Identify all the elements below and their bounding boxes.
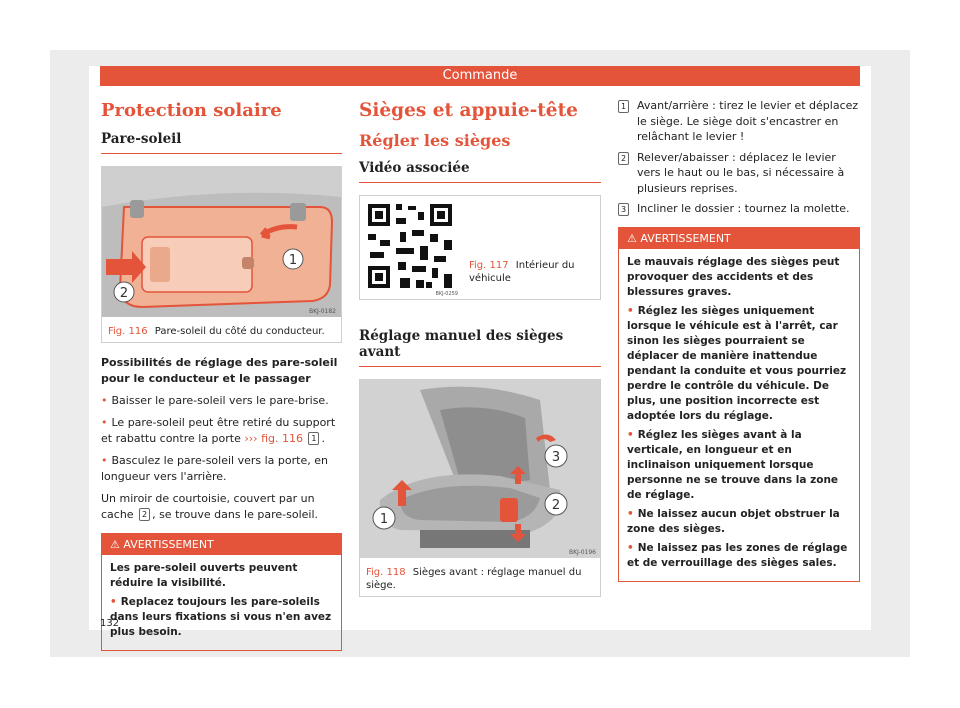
bullet-item: • Basculez le pare-soleil vers la porte, en longueur vers l'arrière.: [101, 454, 328, 483]
warning-body: Les pare-soleil ouverts peuvent réduire la visibilité. • Replacez toujours les pare-soleils dans leurs fixations si vous n'en avez plus besoin.: [110, 562, 332, 638]
figure-code: BKJ-0182: [308, 308, 336, 315]
bullet-item: • Le pare-soleil peut être retiré du support et rabattu contre la porte ››› fig. 116 1 .: [101, 416, 336, 445]
warning-header: ⚠ AVERTISSEMENT: [619, 228, 859, 249]
figure-118: [359, 379, 601, 597]
step-item: 1 Avant/arrière : tirez le levier et déplacez le siège. Le siège doit s'encastrer en relâchant le levier !: [618, 98, 860, 145]
column-seat-steps: [618, 92, 860, 582]
figure-caption: Sièges avant : réglage manuel du siège.: [366, 567, 582, 591]
bullet-item: • Baisser le pare-soleil vers le pare-brise.: [101, 394, 329, 407]
callout-1: 1: [379, 512, 389, 527]
figure-number: Fig. 117: [469, 260, 509, 271]
figure-117-caption: [461, 253, 600, 299]
figure-reference-link[interactable]: ››› fig. 116: [244, 432, 303, 445]
qr-code-label: BKJ-0259: [435, 291, 458, 297]
figure-116: [101, 166, 342, 343]
warning-box-seats: [618, 227, 860, 582]
qr-code-icon[interactable]: [360, 196, 461, 297]
figure-caption: Pare-soleil du côté du conducteur.: [154, 326, 325, 337]
adjustment-options-heading: Possibilités de réglage des pare-soleil pour le conducteur et le passager: [101, 356, 338, 385]
section-header: Commande: [100, 66, 860, 86]
adjust-steps: [618, 98, 860, 217]
subtitle-adjust-seats: Régler les sièges: [359, 131, 511, 150]
column-seats: [359, 92, 601, 597]
figure-118-caption: [360, 562, 600, 596]
figure-code: BKJ-0196: [568, 549, 596, 556]
title-seats: Sièges et appuie-tête: [359, 100, 578, 121]
figure-number: Fig. 118: [366, 567, 406, 578]
seat-illustration: [360, 380, 600, 558]
callout-1: 1: [288, 253, 298, 268]
video-title: Vidéo associée: [359, 160, 601, 183]
warning-box-visor: [101, 533, 342, 651]
warning-header: ⚠ AVERTISSEMENT: [102, 534, 341, 555]
subtitle-sun-visor: Pare-soleil: [101, 131, 342, 154]
figure-number: Fig. 116: [108, 326, 148, 337]
warning-icon: ⚠: [627, 231, 637, 245]
sun-visor-illustration: [102, 167, 341, 317]
warning-body: Le mauvais réglage des sièges peut provoquer des accidents et des blessures graves. • Réglez les sièges uniquement lorsque le véhicule est à l'arrêt, car sinon les sièges pourraient se déplacer de manière inattendue pendant la conduite et vous pourriez perdre le contrôle du véhicule. De plus, une position incorrecte est adoptée lors du réglage. • Réglez les sièges avant à la verticale, en longueur et en inclinaison uniquement lorsque personne ne se trouve dans la zone de réglage. • Ne laissez aucun objet obstruer la zone des sièges. • Ne laissez pas les zones de réglage et de verrouillage des sièges sales.: [627, 255, 848, 569]
callout-2: 2: [119, 286, 129, 301]
figure-116-caption: [102, 321, 341, 342]
title-sun-protection: Protection solaire: [101, 100, 282, 121]
page-number: 132: [100, 618, 120, 629]
column-sun-protection: [101, 92, 342, 651]
figure-117: [359, 195, 601, 300]
manual-adjust-title: Réglage manuel des sièges avant: [359, 328, 601, 367]
callout-3: 3: [551, 450, 561, 465]
callout-2: 2: [551, 498, 561, 513]
figure-caption: Intérieur du véhicule: [469, 260, 575, 284]
step-item: 2 Relever/abaisser : déplacez le levier vers le haut ou le bas, si nécessaire à plusieurs reprises.: [618, 150, 860, 197]
vanity-mirror-text: Un miroir de courtoisie, couvert par un cache 2 , se trouve dans le pare-soleil.: [101, 492, 319, 521]
warning-icon: ⚠: [110, 538, 120, 551]
sun-visor-text: [101, 355, 342, 523]
step-item: 3 Incliner le dossier : tournez la molette.: [618, 201, 860, 217]
